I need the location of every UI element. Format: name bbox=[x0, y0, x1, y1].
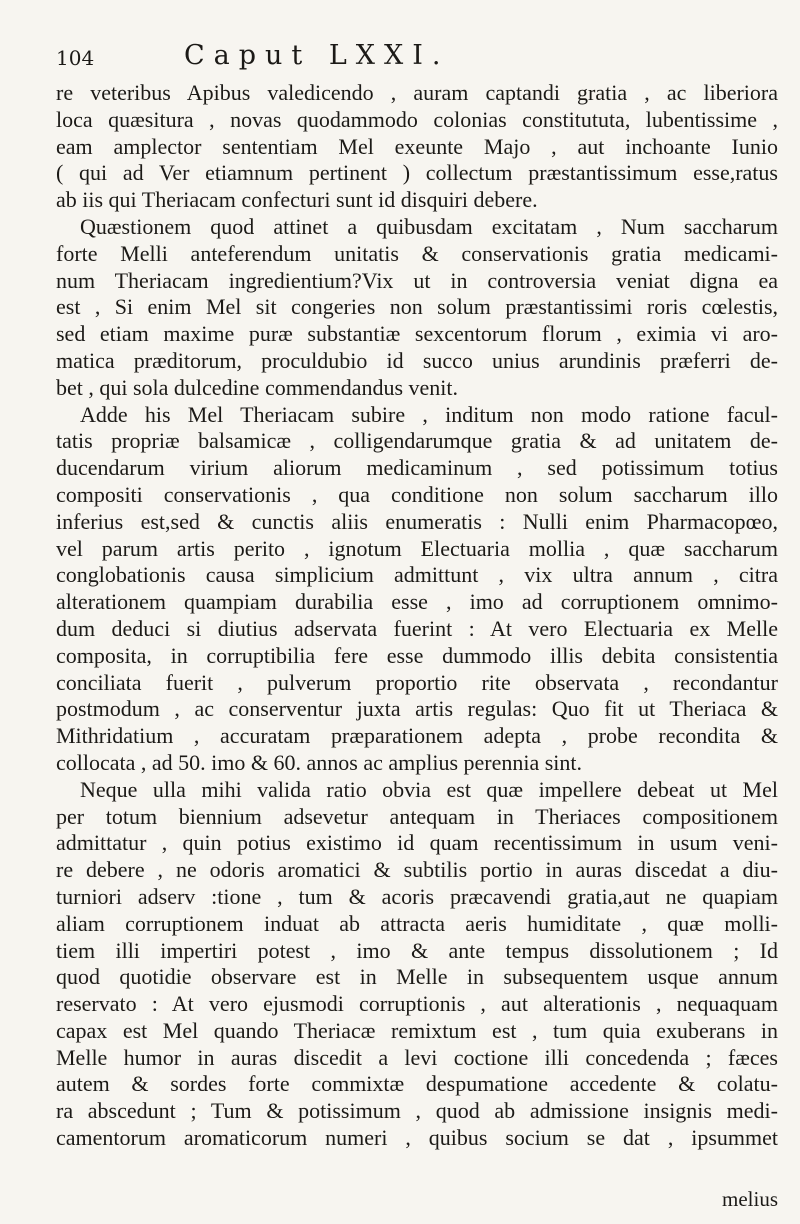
body-text bbox=[56, 80, 778, 1152]
text-line: collocata , ad 50. imo & 60. annos ac amplius perennia sint. bbox=[56, 749, 583, 775]
text-line: dum deduci si diutius adservata fuerint : At vero Electuaria ex Melle bbox=[56, 615, 778, 641]
text-line: matica præditorum, proculdubio id succo unius arundinis præferri de- bbox=[56, 347, 778, 373]
text-line: admittatur , quin potius existimo id quam recentissimum in usum veni- bbox=[56, 830, 778, 856]
text-line: Quæstionem quod attinet a quibusdam excitatam , Num saccharum bbox=[80, 213, 778, 239]
text-line: aliam corruptionem induat ab attracta aeris humiditate , quæ molli- bbox=[56, 910, 778, 936]
running-head: Caput LXXI. bbox=[184, 40, 450, 71]
text-line: composita, in corruptibilia fere esse dummodo illis debita consistentia bbox=[56, 642, 778, 668]
text-line: Adde his Mel Theriacam subire , inditum non modo ratione facul- bbox=[80, 401, 778, 427]
text-line: ab iis qui Theriacam confecturi sunt id disquiri debere. bbox=[56, 187, 538, 213]
text-line: tatis propriæ balsamicæ , colligendarumque gratia & ad unitatem de- bbox=[56, 428, 778, 454]
text-line: reservato : At vero ejusmodi corruptionis , aut alterationis , nequaquam bbox=[56, 991, 778, 1017]
text-line: re veteribus Apibus valedicendo , auram captandi gratia , ac liberiora bbox=[56, 80, 778, 105]
text-line: sed etiam maxime puræ substantiæ sexcentorum florum , eximia vi aro- bbox=[56, 321, 778, 347]
text-line: alterationem quampiam durabilia esse , imo ad corruptionem omnimo- bbox=[56, 589, 778, 615]
text-line: re debere , ne odoris aromatici & subtilis portio in auras discedat a diu- bbox=[56, 857, 778, 883]
text-line: loca quæsitura , novas quodammodo colonias constitututa, lubentissime , bbox=[56, 106, 778, 132]
text-line: bet , qui sola dulcedine commendandus venit. bbox=[56, 374, 459, 400]
page-header bbox=[56, 40, 776, 80]
text-line: Neque ulla mihi valida ratio obvia est quæ impellere debeat ut Mel bbox=[80, 776, 778, 802]
text-line: inferius est,sed & cunctis aliis enumeratis : Nulli enim Pharmacopœo, bbox=[56, 508, 778, 534]
page-number: 104 bbox=[56, 46, 95, 70]
text-line: tiem illi impertiri potest , imo & ante tempus dissolutionem ; Id bbox=[56, 937, 778, 963]
text-line: forte Melli anteferendum unitatis & conservationis gratia medicami- bbox=[56, 240, 778, 266]
text-line: turniori adserv :tione , tum & acoris præcavendi gratia,aut ne quapiam bbox=[56, 883, 778, 909]
text-line: camentorum aromaticorum numeri , quibus socium se dat , ipsummet bbox=[56, 1125, 778, 1151]
text-line: num Theriacam ingredientium?Vix ut in controversia veniat digna ea bbox=[56, 267, 778, 293]
text-line: Melle humor in auras discedit a levi coctione illi concedenda ; fæces bbox=[56, 1044, 778, 1070]
text-line: est , Si enim Mel sit congeries non solum præstantissimi roris cœlestis, bbox=[56, 294, 778, 320]
text-line: autem & sordes forte commixtæ despumatione accedente & colatu- bbox=[56, 1071, 778, 1097]
text-line: postmodum , ac conserventur juxta artis regulas: Quo fit ut Theriaca & bbox=[56, 696, 778, 722]
text-line: vel parum artis perito , ignotum Electuaria mollia , quæ saccharum bbox=[56, 535, 778, 561]
catchword: melius bbox=[722, 1187, 778, 1211]
text-line: conglobationis causa simplicium admittunt , vix ultra annum , citra bbox=[56, 562, 778, 588]
text-line: ra abscedunt ; Tum & potissimum , quod ab admissione insignis medi- bbox=[56, 1098, 778, 1124]
text-line: Mithridatium , accuratam præparationem adepta , probe recondita & bbox=[56, 723, 778, 749]
text-line: conciliata fuerit , pulverum proportio rite observata , recondantur bbox=[56, 669, 778, 695]
text-line: quod quotidie observare est in Melle in subsequentem usque annum bbox=[56, 964, 778, 990]
text-line: compositi conservationis , qua conditione non solum saccharum illo bbox=[56, 481, 778, 507]
text-line: per totum biennium adsevetur antequam in Theriaces compositionem bbox=[56, 803, 778, 829]
text-line: ducendarum virium aliorum medicaminum , sed potissimum totius bbox=[56, 455, 778, 481]
text-line: eam amplector sententiam Mel exeunte Majo , aut inchoante Iunio bbox=[56, 133, 778, 159]
text-line: ( qui ad Ver etiamnum pertinent ) collectum præstantissimum esse,ratus bbox=[56, 160, 778, 186]
text-line: capax est Mel quando Theriacæ remixtum est , tum quia exuberans in bbox=[56, 1017, 778, 1043]
